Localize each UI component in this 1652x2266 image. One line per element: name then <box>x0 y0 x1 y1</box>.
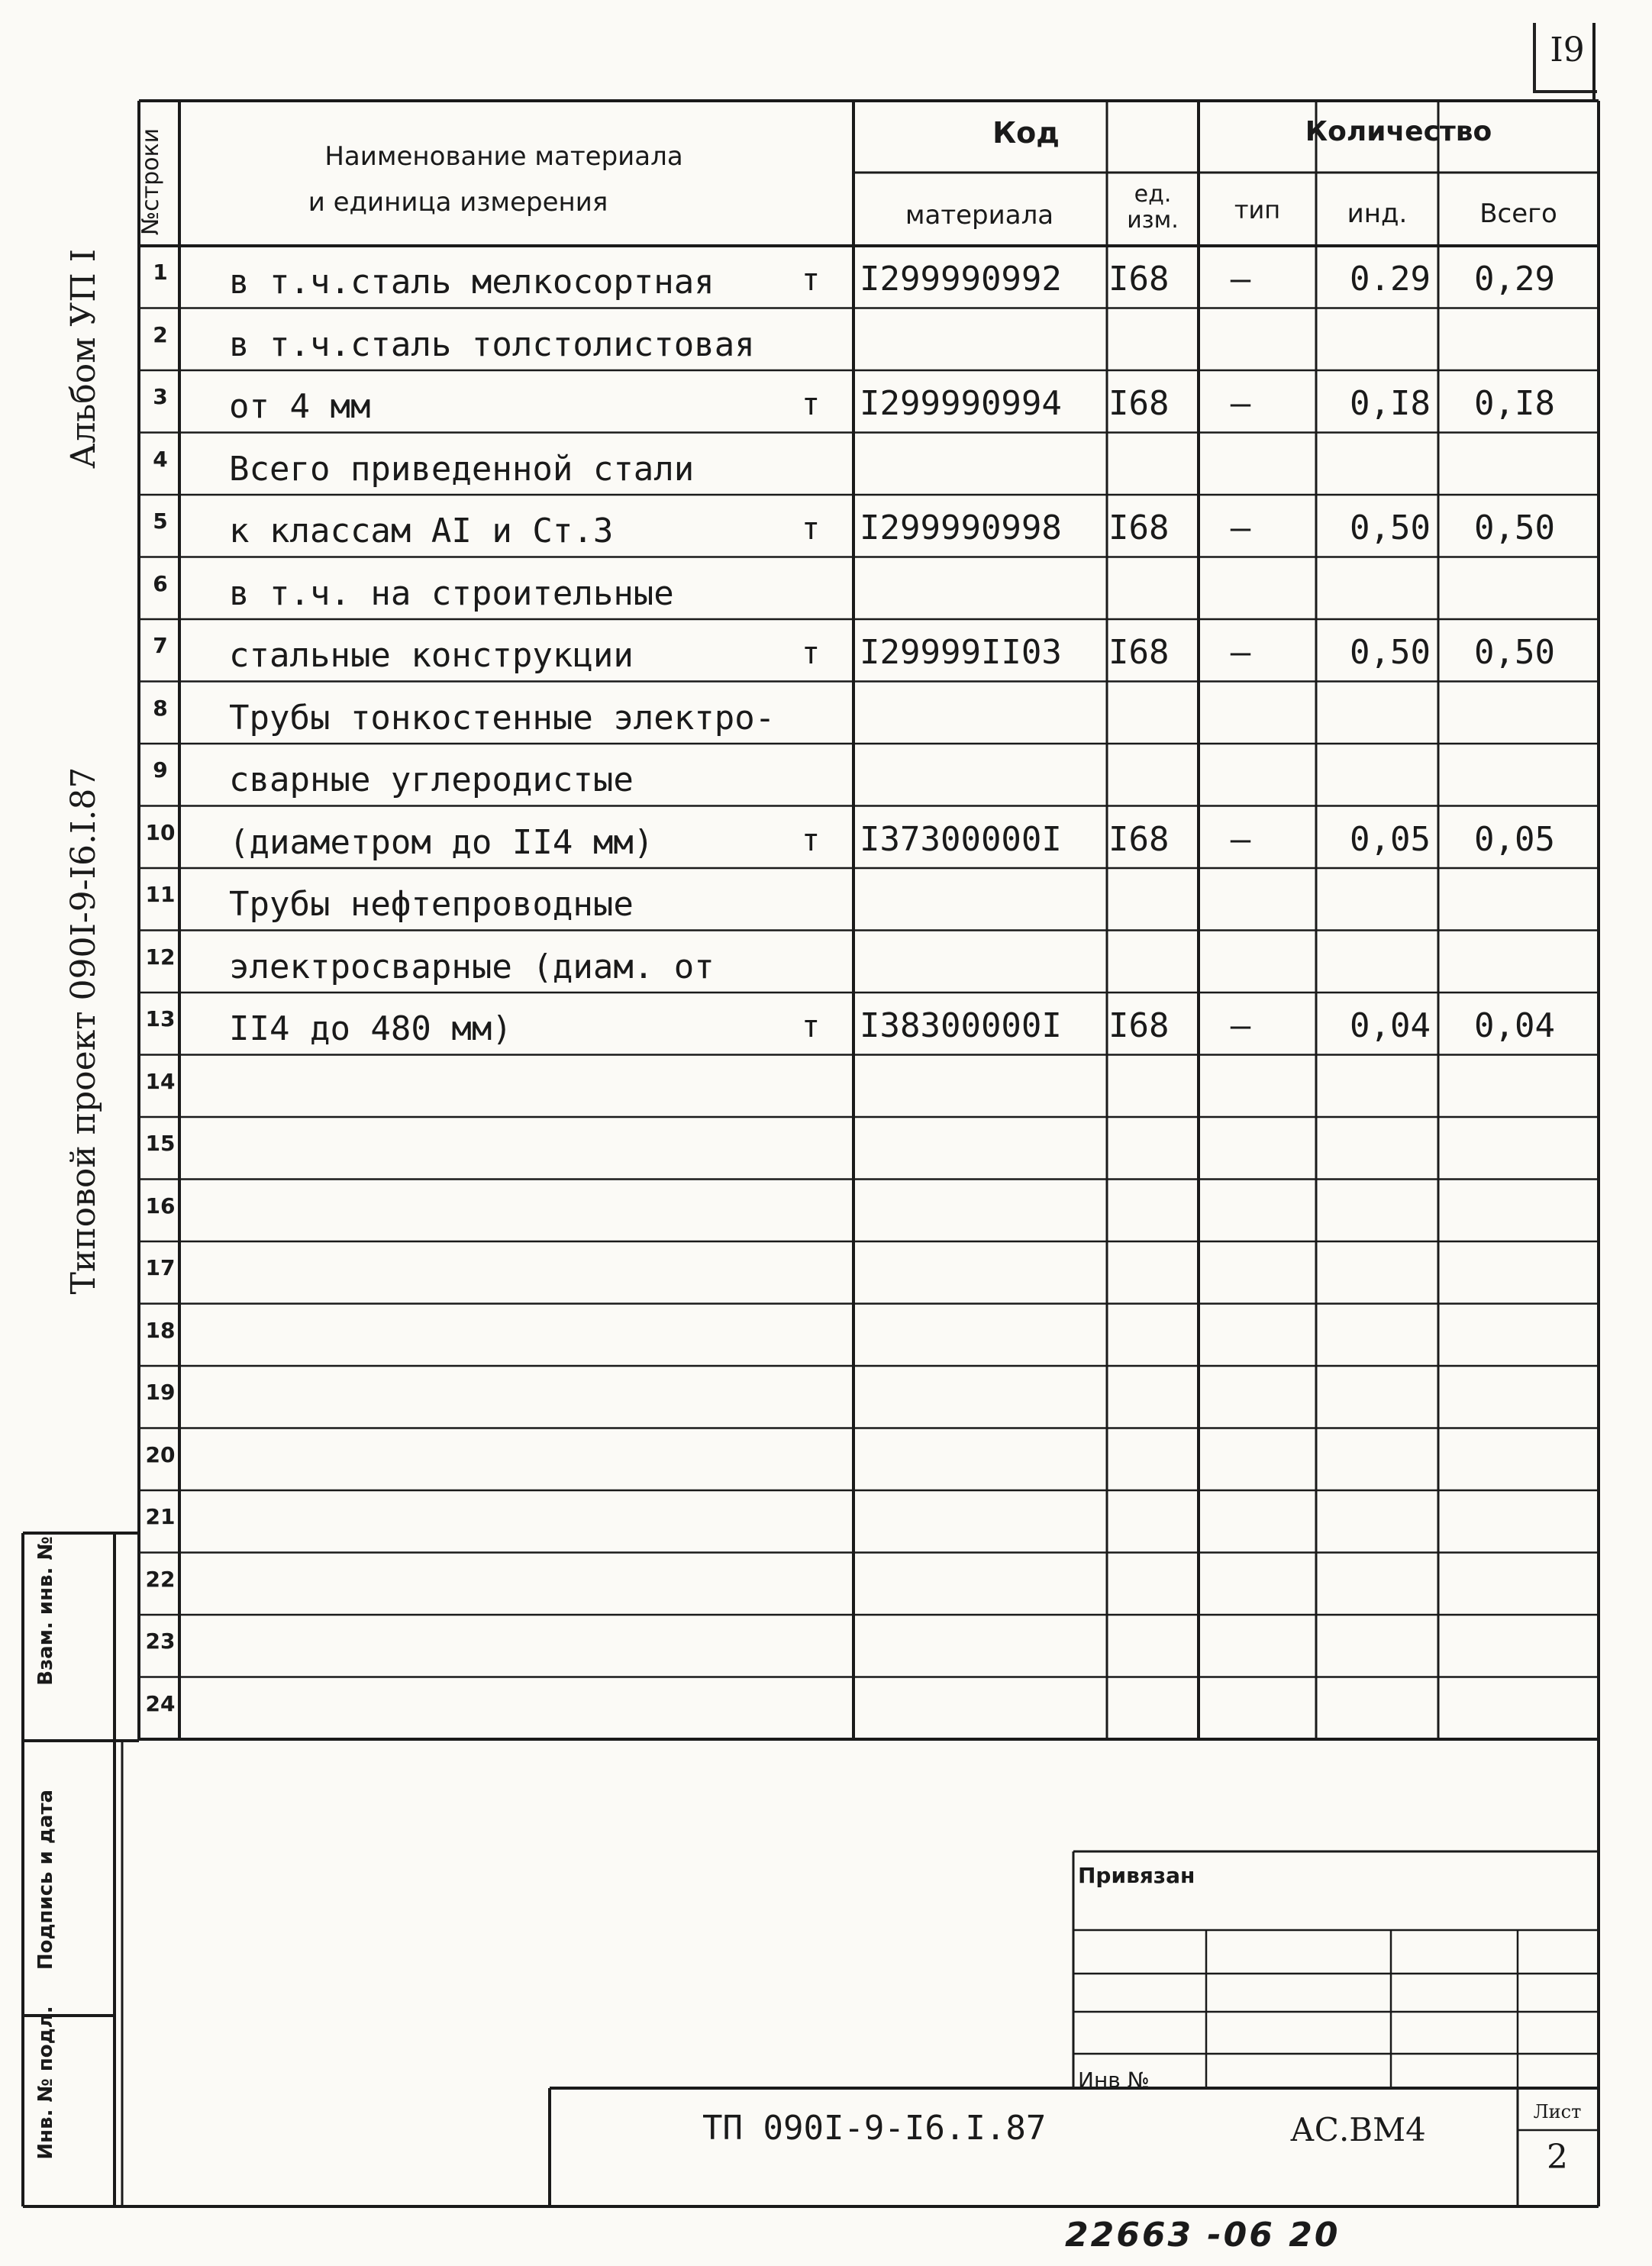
row-number: 23 <box>145 1628 176 1654</box>
row-unit-code: I68 <box>1108 1006 1170 1045</box>
header-code: Код <box>992 116 1060 150</box>
row-material-name: электросварные (диам. от <box>229 947 715 986</box>
row-qty-type: – <box>1230 819 1251 859</box>
row-material-name: Трубы тонкостенные электро- <box>229 698 776 738</box>
bound-label: Привязан <box>1078 1863 1195 1888</box>
row-qty-ind: 0,I8 <box>1350 384 1431 423</box>
header-name: Наименование материала <box>324 141 683 172</box>
header-qty-type: тип <box>1234 195 1281 224</box>
row-material-name: в т.ч.сталь мелкосортная <box>229 263 715 302</box>
row-material-name: Трубы нефтепроводные <box>229 885 634 924</box>
row-number: 1 <box>153 260 168 285</box>
row-number: 4 <box>153 446 168 472</box>
row-qty-ind: 0.29 <box>1350 260 1431 299</box>
row-number: 19 <box>145 1380 176 1405</box>
row-unit-code: I68 <box>1108 819 1170 859</box>
footer-inventory-number: 22663 -06 20 <box>1065 2216 1341 2255</box>
row-number: 15 <box>145 1131 176 1156</box>
project-label: Типовой проект 090I-9-I6.I.87 <box>64 767 103 1295</box>
row-number: 24 <box>145 1690 176 1716</box>
row-unit-letter: т <box>802 263 821 298</box>
header-quantity: Количество <box>1305 116 1492 147</box>
row-material-name: стальные конструкции <box>229 636 634 675</box>
row-unit-code: I68 <box>1108 384 1170 423</box>
row-number: 13 <box>145 1006 176 1031</box>
row-material-code: I29999II03 <box>860 633 1062 672</box>
row-unit-letter: т <box>802 822 821 858</box>
row-number: 3 <box>153 384 168 409</box>
row-unit-letter: т <box>802 387 821 422</box>
row-material-name: (диаметром до II4 мм) <box>229 822 654 862</box>
header-row-number: №строки <box>137 128 164 236</box>
row-number: 10 <box>145 819 176 845</box>
header-qty-total: Всего <box>1479 199 1557 229</box>
row-number: 17 <box>145 1255 176 1280</box>
row-number: 2 <box>153 321 168 347</box>
row-qty-total: 0,I8 <box>1474 384 1555 423</box>
row-qty-type: – <box>1230 260 1251 299</box>
row-material-code: I299990998 <box>860 508 1062 547</box>
header-code-unit-text: ед. изм. <box>1127 181 1179 234</box>
row-number: 8 <box>153 695 168 721</box>
row-unit-letter: т <box>802 512 821 547</box>
row-qty-ind: 0,05 <box>1350 819 1431 859</box>
sheet-corner-number: I9 <box>1550 31 1585 69</box>
header-qty-ind: инд. <box>1347 199 1408 229</box>
row-material-code: I38300000I <box>860 1006 1062 1045</box>
row-number: 20 <box>145 1441 176 1467</box>
row-number: 14 <box>145 1068 176 1094</box>
row-number: 11 <box>145 882 176 907</box>
sheet-number: 2 <box>1547 2138 1568 2177</box>
document-code: АС.ВМ4 <box>1290 2111 1426 2148</box>
row-material-name: от 4 мм <box>229 387 371 426</box>
row-material-code: I299990994 <box>860 384 1062 423</box>
album-label: Альбом УП I <box>64 249 103 469</box>
row-material-name: в т.ч.сталь толстолистовая <box>229 324 755 364</box>
stamp-label-inv-original: Инв. № подл. <box>34 2006 57 2160</box>
row-qty-total: 0,50 <box>1474 508 1555 547</box>
row-number: 21 <box>145 1504 176 1529</box>
row-unit-code: I68 <box>1108 260 1170 299</box>
row-qty-ind: 0,50 <box>1350 508 1431 547</box>
row-material-name: в т.ч. на строительные <box>229 573 674 613</box>
row-qty-type: – <box>1230 1006 1251 1045</box>
header-code-material: материала <box>905 200 1054 231</box>
header-name-line2: и единица измерения <box>308 187 608 218</box>
row-number: 9 <box>153 757 168 783</box>
row-number: 5 <box>153 508 168 534</box>
row-material-code: I299990992 <box>860 260 1062 299</box>
row-number: 18 <box>145 1317 176 1343</box>
row-unit-letter: т <box>802 636 821 671</box>
row-material-code: I37300000I <box>860 819 1062 859</box>
document-designation: ТП 090I-9-I6.I.87 <box>702 2109 1047 2148</box>
row-unit-letter: т <box>802 1009 821 1044</box>
row-material-name: Всего приведенной стали <box>229 449 695 489</box>
row-unit-code: I68 <box>1108 633 1170 672</box>
row-material-name: сварные углеродистые <box>229 760 634 799</box>
row-qty-total: 0,50 <box>1474 633 1555 672</box>
row-number: 7 <box>153 633 168 658</box>
stamp-label-signature: Подпись и дата <box>34 1789 57 1971</box>
row-number: 22 <box>145 1566 176 1592</box>
row-material-name: II4 до 480 мм) <box>229 1009 512 1048</box>
row-unit-code: I68 <box>1108 508 1170 547</box>
row-qty-total: 0,04 <box>1474 1006 1555 1045</box>
row-qty-total: 0,05 <box>1474 819 1555 859</box>
stamp-label-replaced-inv: Взам. инв. № <box>34 1536 57 1686</box>
sheet-label: Лист <box>1533 2101 1582 2122</box>
row-number: 16 <box>145 1193 176 1219</box>
row-number: 6 <box>153 570 168 596</box>
row-qty-type: – <box>1230 384 1251 423</box>
inv-no-label: Инв № <box>1078 2067 1150 2093</box>
row-number: 12 <box>145 944 176 970</box>
row-material-name: к классам АI и Ст.3 <box>229 512 614 550</box>
row-qty-total: 0,29 <box>1474 260 1555 299</box>
header-code-unit <box>1107 182 1199 234</box>
row-qty-type: – <box>1230 633 1251 672</box>
row-qty-type: – <box>1230 508 1251 547</box>
row-qty-ind: 0,50 <box>1350 633 1431 672</box>
row-qty-ind: 0,04 <box>1350 1006 1431 1045</box>
